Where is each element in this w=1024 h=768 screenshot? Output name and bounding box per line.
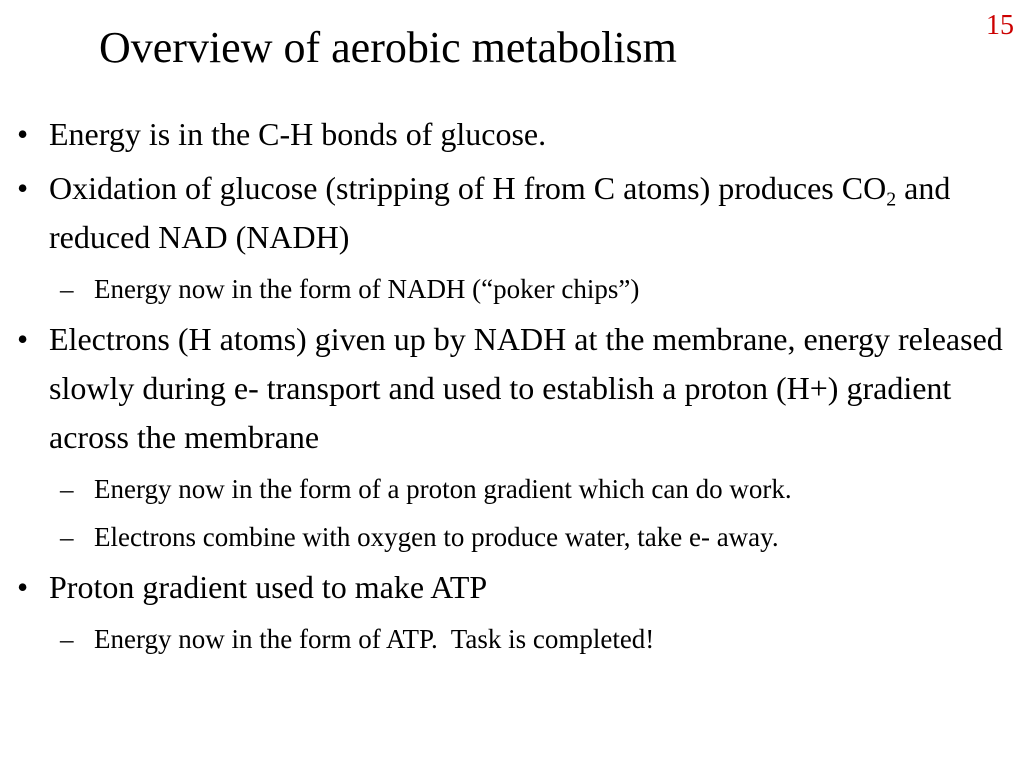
bullet-item (0, 110, 1024, 159)
slide-body (0, 110, 1024, 665)
subscript: 2 (886, 188, 897, 211)
sub-bullet-item (0, 617, 1024, 661)
bullet-text (49, 170, 958, 255)
bullet-text: Electrons (H atoms) given up by NADH at the membrane, energy released slowly during e- transport and used to establish a proton (H+) gradient across the membrane (49, 321, 1003, 455)
sub-bullet-text: Electrons combine with oxygen to produce water, take e- away. (94, 522, 779, 552)
sub-bullet-text: Energy now in the form of NADH (“poker chips”) (94, 274, 640, 304)
sub-bullet-marker: – (60, 624, 74, 654)
sub-bullet-marker: – (60, 274, 74, 304)
bullet-item (0, 563, 1024, 612)
bullet-text-part: and reduced NAD (NADH) (49, 170, 959, 255)
bullet-item (0, 164, 1024, 262)
sub-bullet-item (0, 467, 1024, 511)
bullet-text: Energy is in the C-H bonds of glucose. (49, 116, 547, 152)
bullet-text-part: Oxidation of glucose (stripping of H from C atoms) produces CO (49, 170, 887, 206)
bullet-text: Proton gradient used to make ATP (49, 569, 488, 605)
bullet-item (0, 315, 1024, 462)
bullet-marker: • (17, 321, 29, 357)
sub-bullet-item (0, 267, 1024, 311)
bullet-marker: • (17, 170, 29, 206)
sub-bullet-marker: – (60, 474, 74, 504)
slide-title: Overview of aerobic metabolism (99, 23, 677, 72)
sub-bullet-text: Energy now in the form of a proton gradient which can do work. (94, 474, 792, 504)
sub-bullet-text: Energy now in the form of ATP. Task is completed! (94, 624, 655, 654)
bullet-marker: • (17, 569, 29, 605)
sub-bullet-marker: – (60, 522, 74, 552)
bullet-marker: • (17, 116, 29, 152)
sub-bullet-item (0, 515, 1024, 559)
slide-number: 15 (986, 10, 1014, 41)
